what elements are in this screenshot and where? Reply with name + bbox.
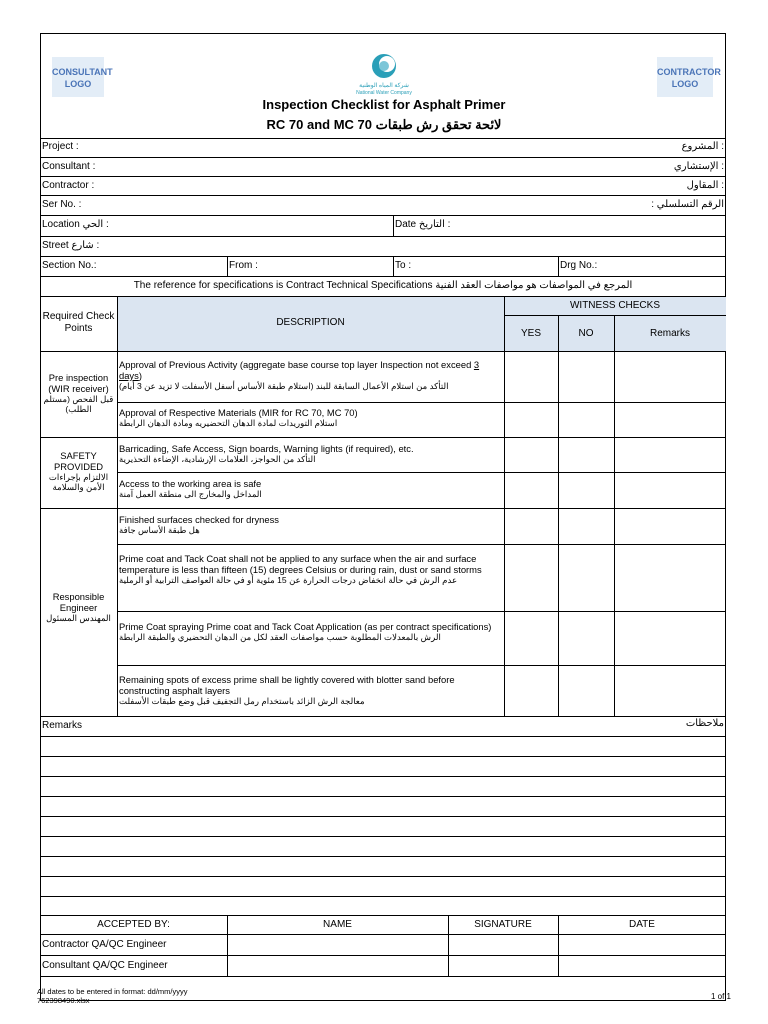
- rule: [40, 157, 726, 158]
- rule: [117, 402, 726, 403]
- contractor-label: Contractor :: [42, 180, 95, 191]
- checklist-item-4: [119, 478, 501, 499]
- item-text: Prime coat and Tack Coat shall not be applied to any surface when the air and surface temperature is less than fifteen (15) degrees Celsius or during rain, dust or sand storms: [119, 553, 482, 575]
- witness-checks-header: WITNESS CHECKS: [569, 300, 660, 311]
- group-pre-inspection-label-ar: قبل الفحص (مستلم الطلب): [43, 394, 114, 414]
- no-header: NO: [578, 328, 594, 339]
- rule: [40, 351, 726, 352]
- rule: [40, 276, 726, 277]
- consultant-label: Consultant :: [42, 161, 96, 172]
- rule: [40, 215, 726, 216]
- rule: [393, 256, 394, 276]
- item-text-tail: ): [138, 370, 142, 381]
- rule: [40, 896, 726, 897]
- contractor-label-ar: المقاول :: [686, 180, 724, 191]
- item-text: Finished surfaces checked for dryness: [119, 514, 279, 525]
- rule: [40, 976, 726, 977]
- rule: [40, 915, 726, 916]
- location-label: Location الحي :: [42, 219, 109, 230]
- title-arabic-prefix: لائحة تحقق رش طبقات: [375, 117, 502, 132]
- rule: [40, 876, 726, 877]
- item-text-ar: عدم الرش في حالة انخفاض درجات الحرارة عن 15 مئوية أو في حالة العواصف الترابية أو الرملية: [119, 575, 458, 585]
- group-safety-label: SAFETY PROVIDED: [54, 450, 103, 472]
- rule: [504, 315, 726, 316]
- signature-header: SIGNATURE: [474, 919, 532, 930]
- checklist-item-1: [119, 359, 501, 391]
- reference-note: The reference for specifications is Contract Technical Specifications المرجع في المواصفات هو مواصفات العقد الفنية: [133, 280, 633, 291]
- rule: [117, 296, 118, 716]
- rule: [40, 776, 726, 777]
- page-number: 1 of 1: [710, 992, 731, 1001]
- contractor-logo-text: CONTRACTOR LOGO: [657, 67, 721, 89]
- project-label: Project :: [42, 141, 79, 152]
- street-label: Street شارع :: [42, 240, 100, 251]
- yes-header: YES: [520, 328, 541, 339]
- project-label-ar: المشروع :: [681, 141, 724, 152]
- rule: [40, 856, 726, 857]
- rule: [40, 736, 726, 737]
- ser-no-label-ar: : الرقم التسلسلي: [651, 199, 724, 210]
- rule: [40, 256, 726, 257]
- title-english: Inspection Checklist for Asphalt Primer: [262, 97, 506, 112]
- consultant-qaqc-label: Consultant QA/QC Engineer: [42, 960, 168, 971]
- item-text-ar: التأكد من استلام الأعمال السابقة للبند (استلام طبقة الأساس أسفل الأسفلت لا تزيد عن 3 أيام): [119, 381, 449, 391]
- item-text-underlined: 3 days: [119, 359, 480, 381]
- rule: [117, 472, 726, 473]
- rule: [40, 716, 726, 717]
- rule: [117, 665, 726, 666]
- company-name-english: National Water Company: [356, 90, 412, 96]
- group-responsible: [41, 591, 116, 623]
- group-responsible-label: Responsible Engineer: [52, 591, 105, 613]
- section-no-label: Section No.:: [42, 260, 97, 271]
- ser-no-label: Ser No. :: [42, 199, 82, 210]
- item-text-ar: التأكد من الحواجز، العلامات الإرشادية، الإضاءة التحذيرية: [119, 454, 316, 464]
- item-text-ar: هل طبقة الأساس جافة: [119, 525, 200, 535]
- item-text-ar: المداخل والمخارج الى منطقة العمل آمنة: [119, 489, 262, 499]
- group-pre-inspection-label: Pre inspection (WIR receiver): [48, 372, 109, 394]
- to-label: To :: [395, 260, 412, 271]
- rule: [40, 836, 726, 837]
- checklist-item-8: [119, 674, 501, 706]
- checklist-item-2: [119, 407, 501, 428]
- rule: [227, 256, 228, 276]
- rule: [40, 756, 726, 757]
- consultant-label-ar: الإستشاري :: [673, 161, 724, 172]
- rule: [614, 315, 615, 716]
- remarks-header: Remarks: [649, 328, 690, 339]
- item-text-ar: معالجة الرش الزائد باستخدام رمل التجفيف قبل وضع طبقات الأسفلت: [119, 696, 365, 706]
- date-label: Date التاريخ :: [395, 219, 451, 230]
- item-text: Prime Coat spraying Prime coat and Tack Coat Application (as per contract specifications): [119, 621, 492, 632]
- rule: [40, 934, 726, 935]
- item-text-ar: الرش بالمعدلات المطلوبة حسب مواصفات العقد لكل من الدهان التحضيري والطبقة الرابطة: [119, 632, 441, 642]
- checklist-item-7: [119, 621, 501, 642]
- checklist-item-3: [119, 443, 501, 464]
- file-name: 762398490.xlsx: [37, 996, 90, 1005]
- rule: [40, 955, 726, 956]
- item-text-ar: استلام التوريدات لمادة الدهان التحضيريه ومادة الدهان الرابطة: [119, 418, 338, 428]
- rule: [40, 138, 726, 139]
- item-text: Approval of Respective Materials (MIR for RC 70, MC 70): [119, 407, 358, 418]
- drg-no-label: Drg No.:: [560, 260, 598, 271]
- group-responsible-label-ar: المهندس المسئول: [46, 613, 111, 623]
- item-text: Approval of Previous Activity (aggregate base course top layer Inspection not exceed: [119, 359, 474, 370]
- checklist-item-5: [119, 514, 501, 535]
- description-header: DESCRIPTION: [276, 317, 345, 328]
- company-name-arabic: شركة المياه الوطنية: [359, 83, 409, 89]
- from-label: From :: [229, 260, 258, 271]
- checklist-item-6: [119, 553, 501, 585]
- item-text: Remaining spots of excess prime shall be lightly covered with blotter sand before constructing asphalt layers: [119, 674, 455, 696]
- rule: [117, 611, 726, 612]
- rule: [558, 315, 559, 716]
- title-suffix: RC 70 and MC 70: [266, 117, 372, 132]
- rule: [117, 544, 726, 545]
- rule: [393, 215, 394, 236]
- required-check-points-header: Required Check Points: [42, 311, 115, 334]
- contractor-qaqc-label: Contractor QA/QC Engineer: [42, 939, 167, 950]
- rule: [40, 796, 726, 797]
- rule: [504, 296, 505, 716]
- group-pre-inspection: [41, 372, 116, 414]
- rule: [40, 195, 726, 196]
- name-header: NAME: [323, 919, 352, 930]
- item-text: Access to the working area is safe: [119, 478, 262, 489]
- rule: [40, 176, 726, 177]
- rule: [40, 508, 726, 509]
- item-text: Barricading, Safe Access, Sign boards, Warning lights (if required), etc.: [119, 443, 414, 454]
- date-header: DATE: [629, 919, 655, 930]
- group-safety: [41, 450, 116, 492]
- date-format-note: All dates to be entered in format: dd/mm/yyyy: [37, 987, 188, 996]
- accepted-by-header: ACCEPTED BY:: [97, 919, 170, 930]
- remarks-label: Remarks: [42, 720, 83, 731]
- group-safety-label-ar: الالتزام بإجراءات الأمن والسلامة: [48, 472, 109, 492]
- rule: [40, 236, 726, 237]
- remarks-label-ar: ملاحظات: [685, 718, 724, 729]
- rule: [40, 816, 726, 817]
- rule: [40, 437, 726, 438]
- rule: [558, 256, 559, 276]
- consultant-logo-text: CONSULTANT LOGO: [52, 67, 113, 89]
